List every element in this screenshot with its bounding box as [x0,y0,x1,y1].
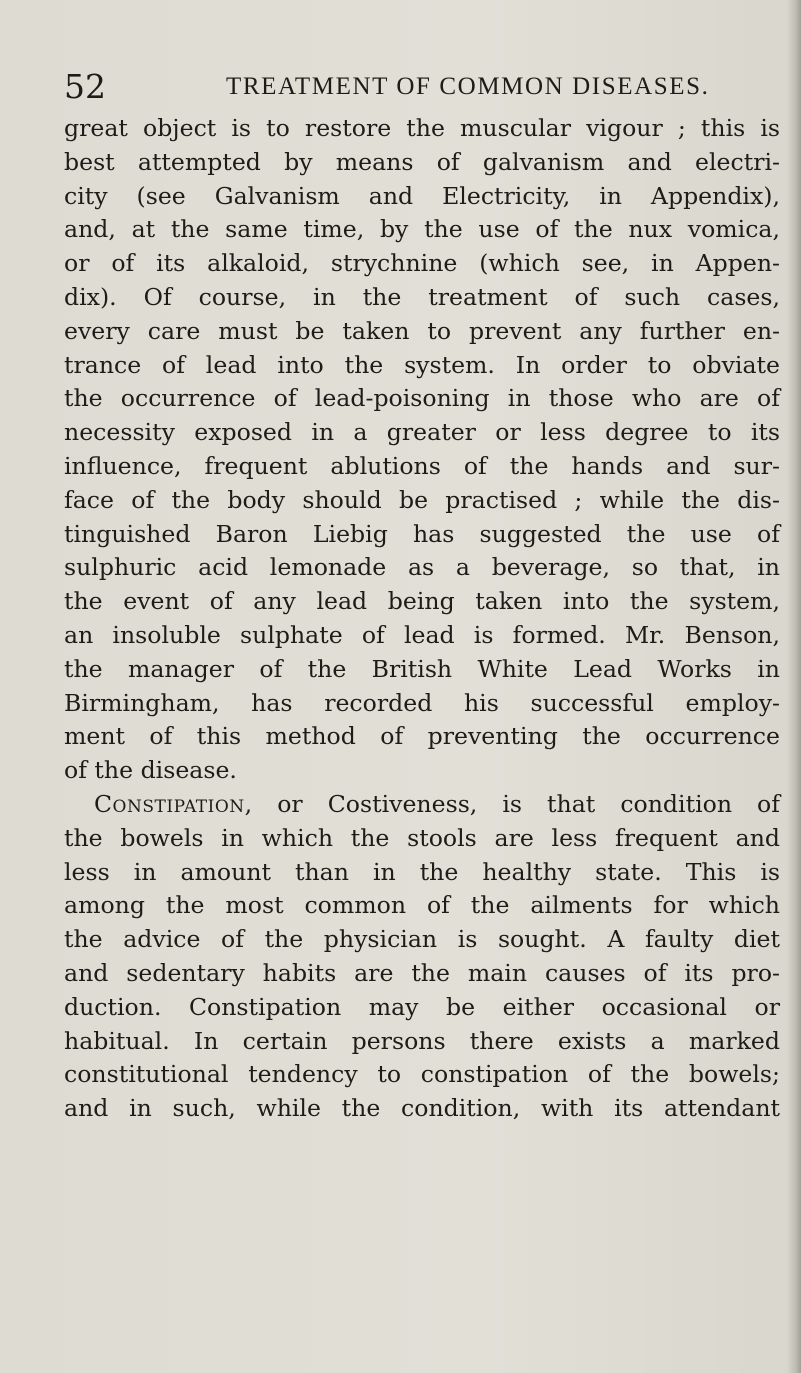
text-line: or of its alkaloid, strychnine (which see, in Appen- [64,249,780,278]
text-fragment: , or Costiveness, is that condition of [244,789,780,818]
text-line: Birmingham, has recorded his successful employ- [64,688,780,717]
paragraph-constipation [64,788,780,1126]
text-line: less in amount than in the healthy state. This is [64,857,780,886]
text-line: trance of lead into the system. In order to obviate [64,350,780,379]
text-line: ment of this method of preventing the occurrence [64,722,780,751]
text-line: the event of any lead being taken into the system, [64,587,780,616]
text-line: necessity exposed in a greater or less degree to its [64,418,780,447]
text-line: and, at the same time, by the use of the nux vomica, [64,215,780,244]
page-header [64,64,770,110]
text-line: an insoluble sulphate of lead is formed. Mr. Benson, [64,620,780,649]
text-line: the advice of the physician is sought. A faulty diet [64,925,780,954]
section-term: Constipation [94,789,245,818]
text-line: constitutional tendency to constipation of the bowels; [64,1060,780,1089]
text-line: face of the body should be practised ; while the dis- [64,485,780,514]
text-line: the manager of the British White Lead Works in [64,654,780,683]
text-line: sulphuric acid lemonade as a beverage, so that, in [64,553,780,582]
text-line: the occurrence of lead-poisoning in those who are of [64,384,780,413]
text-line: city (see Galvanism and Electricity, in Appendix), [64,181,780,210]
page-number: 52 [64,67,106,106]
text-line-first [64,788,780,822]
text-line: dix). Of course, in the treatment of such cases, [64,282,780,311]
page-edge-shadow [787,0,801,1373]
text-line: and sedentary habits are the main causes of its pro- [64,958,780,987]
text-line: influence, frequent ablutions of the hands and sur- [64,451,780,480]
text-line: best attempted by means of galvanism and electri- [64,147,780,176]
text-line: tinguished Baron Liebig has suggested the use of [64,519,780,548]
text-line: duction. Constipation may be either occasional or [64,992,780,1021]
text-line: every care must be taken to prevent any further en- [64,316,780,345]
running-head: TREATMENT OF COMMON DISEASES. [226,73,710,100]
text-line: of the disease. [64,756,237,785]
text-line: and in such, while the condition, with its attendant [64,1094,780,1123]
body-text [64,112,780,1126]
text-line: the bowels in which the stools are less frequent and [64,823,780,852]
paragraph-lead-poisoning-treatment [64,112,780,788]
text-line: great object is to restore the muscular vigour ; this is [64,114,780,142]
text-line: among the most common of the ailments for which [64,891,780,920]
text-line: habitual. In certain persons there exists a marked [64,1026,780,1055]
